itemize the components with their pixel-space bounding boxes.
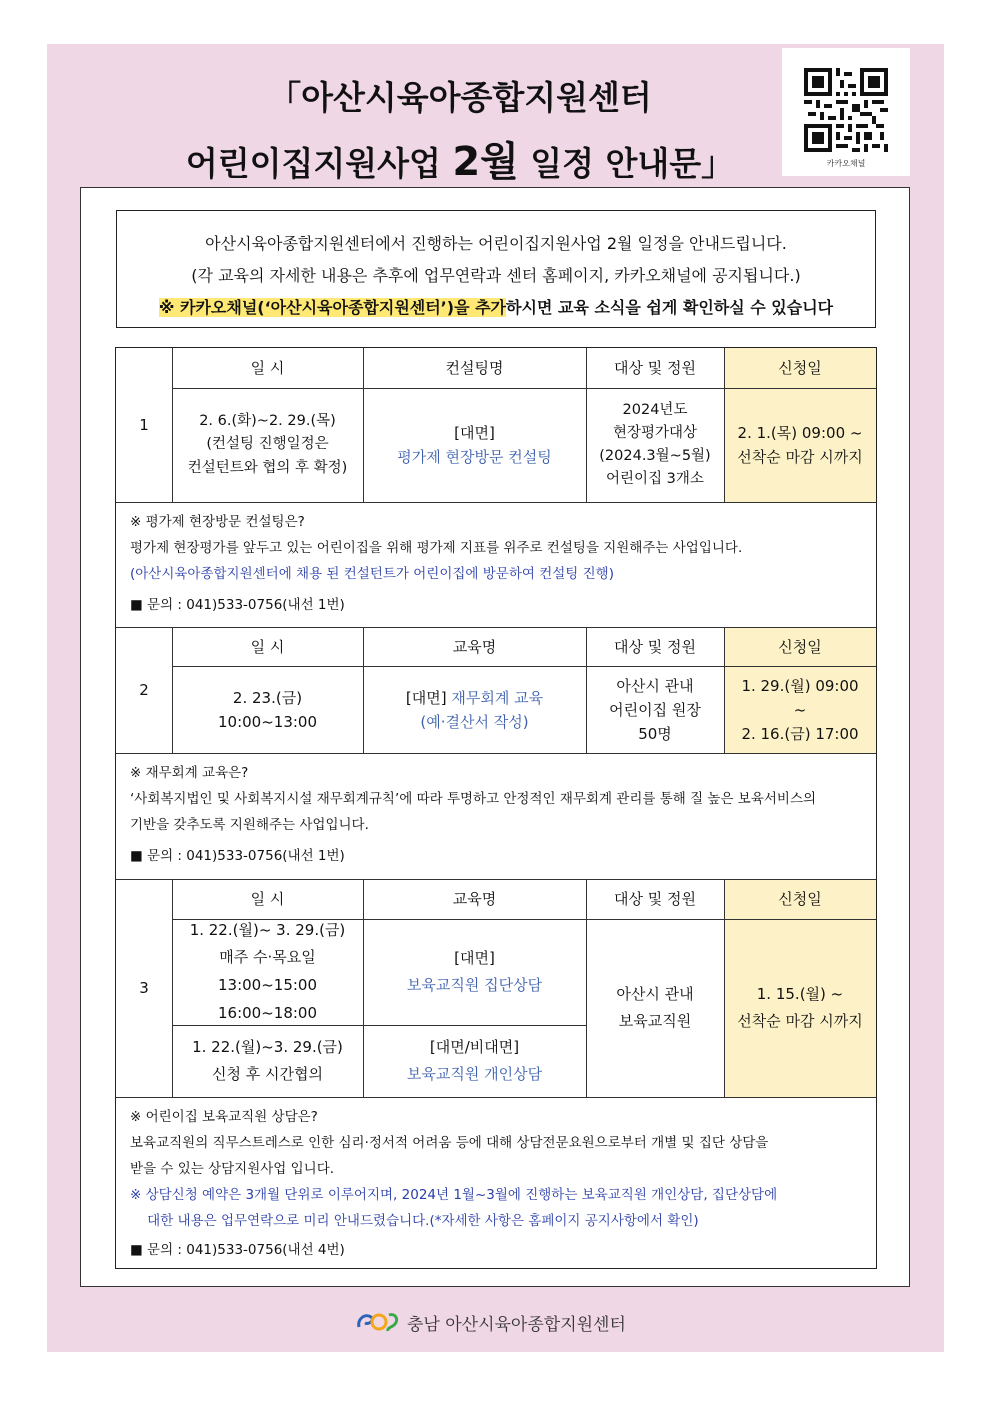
header-apply-2: 신청일	[778, 637, 822, 656]
date-3b-line-1: 1. 22.(월)~3. 29.(금)	[192, 1038, 343, 1056]
target-2-line-3: 50명	[638, 724, 672, 743]
qr-label: 카카오채널	[826, 159, 866, 168]
header-target-2: 대상 및 정원	[614, 637, 696, 656]
title-line-1: 「아산시육아종합지원센터	[268, 78, 652, 117]
note-title-3: ※ 어린이집 보육교직원 상담은?	[130, 1109, 318, 1125]
note-1-line-1: 평가제 현장평가를 앞두고 있는 어린이집을 위해 평가제 지표를 위주로 컨설팅을 지원해주는 사업입니다.	[130, 540, 743, 556]
target-cell-1	[586, 388, 724, 502]
note-3-line-1: 보육교직원의 직무스트레스로 인한 심리·정서적 어려움 등에 대해 상담전문요원으로부터 개별 및 집단 상담을	[130, 1135, 769, 1151]
header-name-2: 교육명	[452, 637, 497, 656]
note-3-blue-1: ※ 상담신청 예약은 3개월 단위로 이루어지며, 2024년 1월~3월에 진행하는 보육교직원 개인상담, 집단상담에	[130, 1187, 778, 1203]
target-2-line-1: 아산시 관내	[616, 676, 694, 695]
apply-2-line-1: 1. 29.(월) 09:00	[741, 676, 859, 695]
date-3a-line-1: 1. 22.(월)~ 3. 29.(금)	[189, 920, 346, 939]
date-2-line-1: 2. 23.(금)	[232, 688, 303, 707]
center-logo-icon	[355, 1309, 401, 1335]
name-cell-1	[363, 388, 586, 502]
intro-line-3	[117, 295, 875, 318]
target-cell-3	[586, 919, 724, 1097]
name-2-line-1	[406, 686, 543, 710]
date-cell-3a	[172, 919, 363, 1025]
date-1-line-1: 2. 6.(화)~2. 29.(목)	[199, 413, 336, 430]
header-apply-1: 신청일	[778, 359, 822, 377]
date-3b-line-2: 신청 후 시간협의	[212, 1065, 323, 1083]
section-number-2: 2	[139, 681, 149, 699]
name-3b-2: 보육교직원 개인상담	[406, 1065, 543, 1083]
name-1-a: [대면]	[454, 424, 495, 442]
name-cell-3b	[363, 1025, 586, 1097]
name-3b-1: [대면/비대면]	[429, 1038, 520, 1056]
title-month: 2월	[452, 139, 519, 185]
name-2-b: 재무회계 교육	[451, 688, 544, 707]
header-target-1: 대상 및 정원	[614, 359, 696, 377]
header-date-1: 일 시	[250, 359, 285, 377]
date-3a-line-4: 16:00~18:00	[217, 1003, 318, 1022]
name-1-b: 평가제 현장방문 컨설팅	[397, 448, 552, 466]
apply-1-line-2: 선착순 마감 시까지	[737, 448, 863, 466]
date-cell-3b	[172, 1025, 363, 1097]
intro-box	[116, 210, 876, 328]
note-3-blue-2: 대한 내용은 업무연락으로 미리 안내드렸습니다.(*자세한 사항은 홈페이지 공지사항에서 확인)	[130, 1213, 699, 1229]
note-1-blue: (아산시육아종합지원센터에 채용 된 컨설턴트가 어린이집에 방문하여 컨설팅 진행)	[130, 566, 614, 582]
note-2-line-1: ‘사회복지법인 및 사회복지시설 재무회계규칙’에 따라 투명하고 안정적인 재무회계 관리를 통해 질 높은 보육서비스의	[130, 791, 817, 807]
contact-1: ■ 문의 : 041)533-0756(내선 1번)	[130, 597, 345, 613]
apply-3-line-2: 선착순 마감 시까지	[737, 1012, 863, 1030]
date-3a-line-2: 매주 수·목요일	[219, 948, 316, 967]
section-number-3: 3	[139, 979, 149, 997]
apply-cell-2	[724, 666, 876, 753]
date-3a-line-3: 13:00~15:00	[217, 976, 318, 994]
name-2-c: (예·결산서 작성)	[420, 712, 529, 731]
apply-cell-3	[724, 919, 876, 1097]
apply-3-line-1: 1. 15.(월) ~	[756, 985, 844, 1003]
note-title-2: ※ 재무회계 교육은?	[130, 765, 249, 781]
target-1-line-1: 2024년도	[622, 401, 688, 418]
target-1-line-4: 어린이집 3개소	[606, 471, 704, 488]
apply-cell-1	[724, 388, 876, 502]
date-2-line-2: 10:00~13:00	[217, 712, 318, 731]
header-apply-3: 신청일	[778, 890, 822, 908]
intro-line-1: 아산시육아종합지원센터에서 진행하는 어린이집지원사업 2월 일정을 안내드립니다.	[205, 234, 787, 253]
note-title-1: ※ 평가제 현장방문 컨설팅은?	[130, 514, 305, 530]
intro-highlight: ※ 카카오채널(‘아산시육아종합지원센터’)을 추가	[158, 298, 507, 317]
name-3a-2: 보육교직원 집단상담	[406, 976, 543, 994]
note-2-line-2: 기반을 갖추도록 지원해주는 사업입니다.	[130, 817, 369, 833]
title-line-2	[150, 130, 770, 187]
date-1-line-2: (컨설팅 진행일정은	[206, 436, 329, 453]
date-cell-1	[172, 388, 363, 502]
target-2-line-2: 어린이집 원장	[609, 700, 701, 719]
name-cell-2	[363, 666, 586, 753]
schedule-table	[115, 347, 877, 1269]
header-date-2: 일 시	[250, 637, 285, 656]
note-3-line-2: 받을 수 있는 상담지원사업 입니다.	[130, 1161, 335, 1177]
target-1-line-3: (2024.3월~5월)	[599, 448, 711, 464]
title-line-2-a: 어린이집지원사업	[185, 144, 453, 183]
footer	[355, 1308, 626, 1336]
qr-code-icon	[804, 68, 888, 152]
target-3-line-2: 보육교직원	[618, 1012, 692, 1030]
date-cell-2	[172, 666, 363, 753]
header-name-3: 교육명	[452, 890, 497, 908]
footer-org-name: 충남 아산시육아종합지원센터	[407, 1314, 626, 1335]
date-1-line-3: 컨설턴트와 협의 후 확정)	[187, 459, 348, 476]
target-cell-2	[586, 666, 724, 753]
name-3a-1: [대면]	[454, 949, 495, 967]
intro-line-2: (각 교육의 자세한 내용은 추후에 업무연락과 센터 홈페이지, 카카오채널에 공지됩니다.)	[191, 266, 801, 285]
name-2-a: [대면]	[405, 688, 452, 707]
apply-2-line-3: 2. 16.(금) 17:00	[741, 724, 859, 743]
contact-2: ■ 문의 : 041)533-0756(내선 1번)	[130, 848, 345, 864]
contact-3: ■ 문의 : 041)533-0756(내선 4번)	[130, 1242, 345, 1258]
qr-code[interactable]	[782, 48, 910, 176]
target-3-line-1: 아산시 관내	[616, 985, 694, 1003]
header-date-3: 일 시	[250, 890, 285, 908]
header-name-1: 컨설팅명	[445, 359, 504, 377]
intro-line-3-rest: 하시면 교육 소식을 쉽게 확인하실 수 있습니다	[506, 298, 834, 317]
section-number-1: 1	[139, 416, 149, 434]
title-line-2-c: 일정 안내문」	[518, 144, 735, 183]
header-target-3: 대상 및 정원	[614, 890, 696, 908]
apply-1-line-1: 2. 1.(목) 09:00 ~	[737, 424, 863, 442]
target-1-line-2: 현장평가대상	[612, 424, 698, 441]
apply-2-line-2: ~	[793, 700, 807, 719]
name-cell-3a	[363, 919, 586, 1025]
